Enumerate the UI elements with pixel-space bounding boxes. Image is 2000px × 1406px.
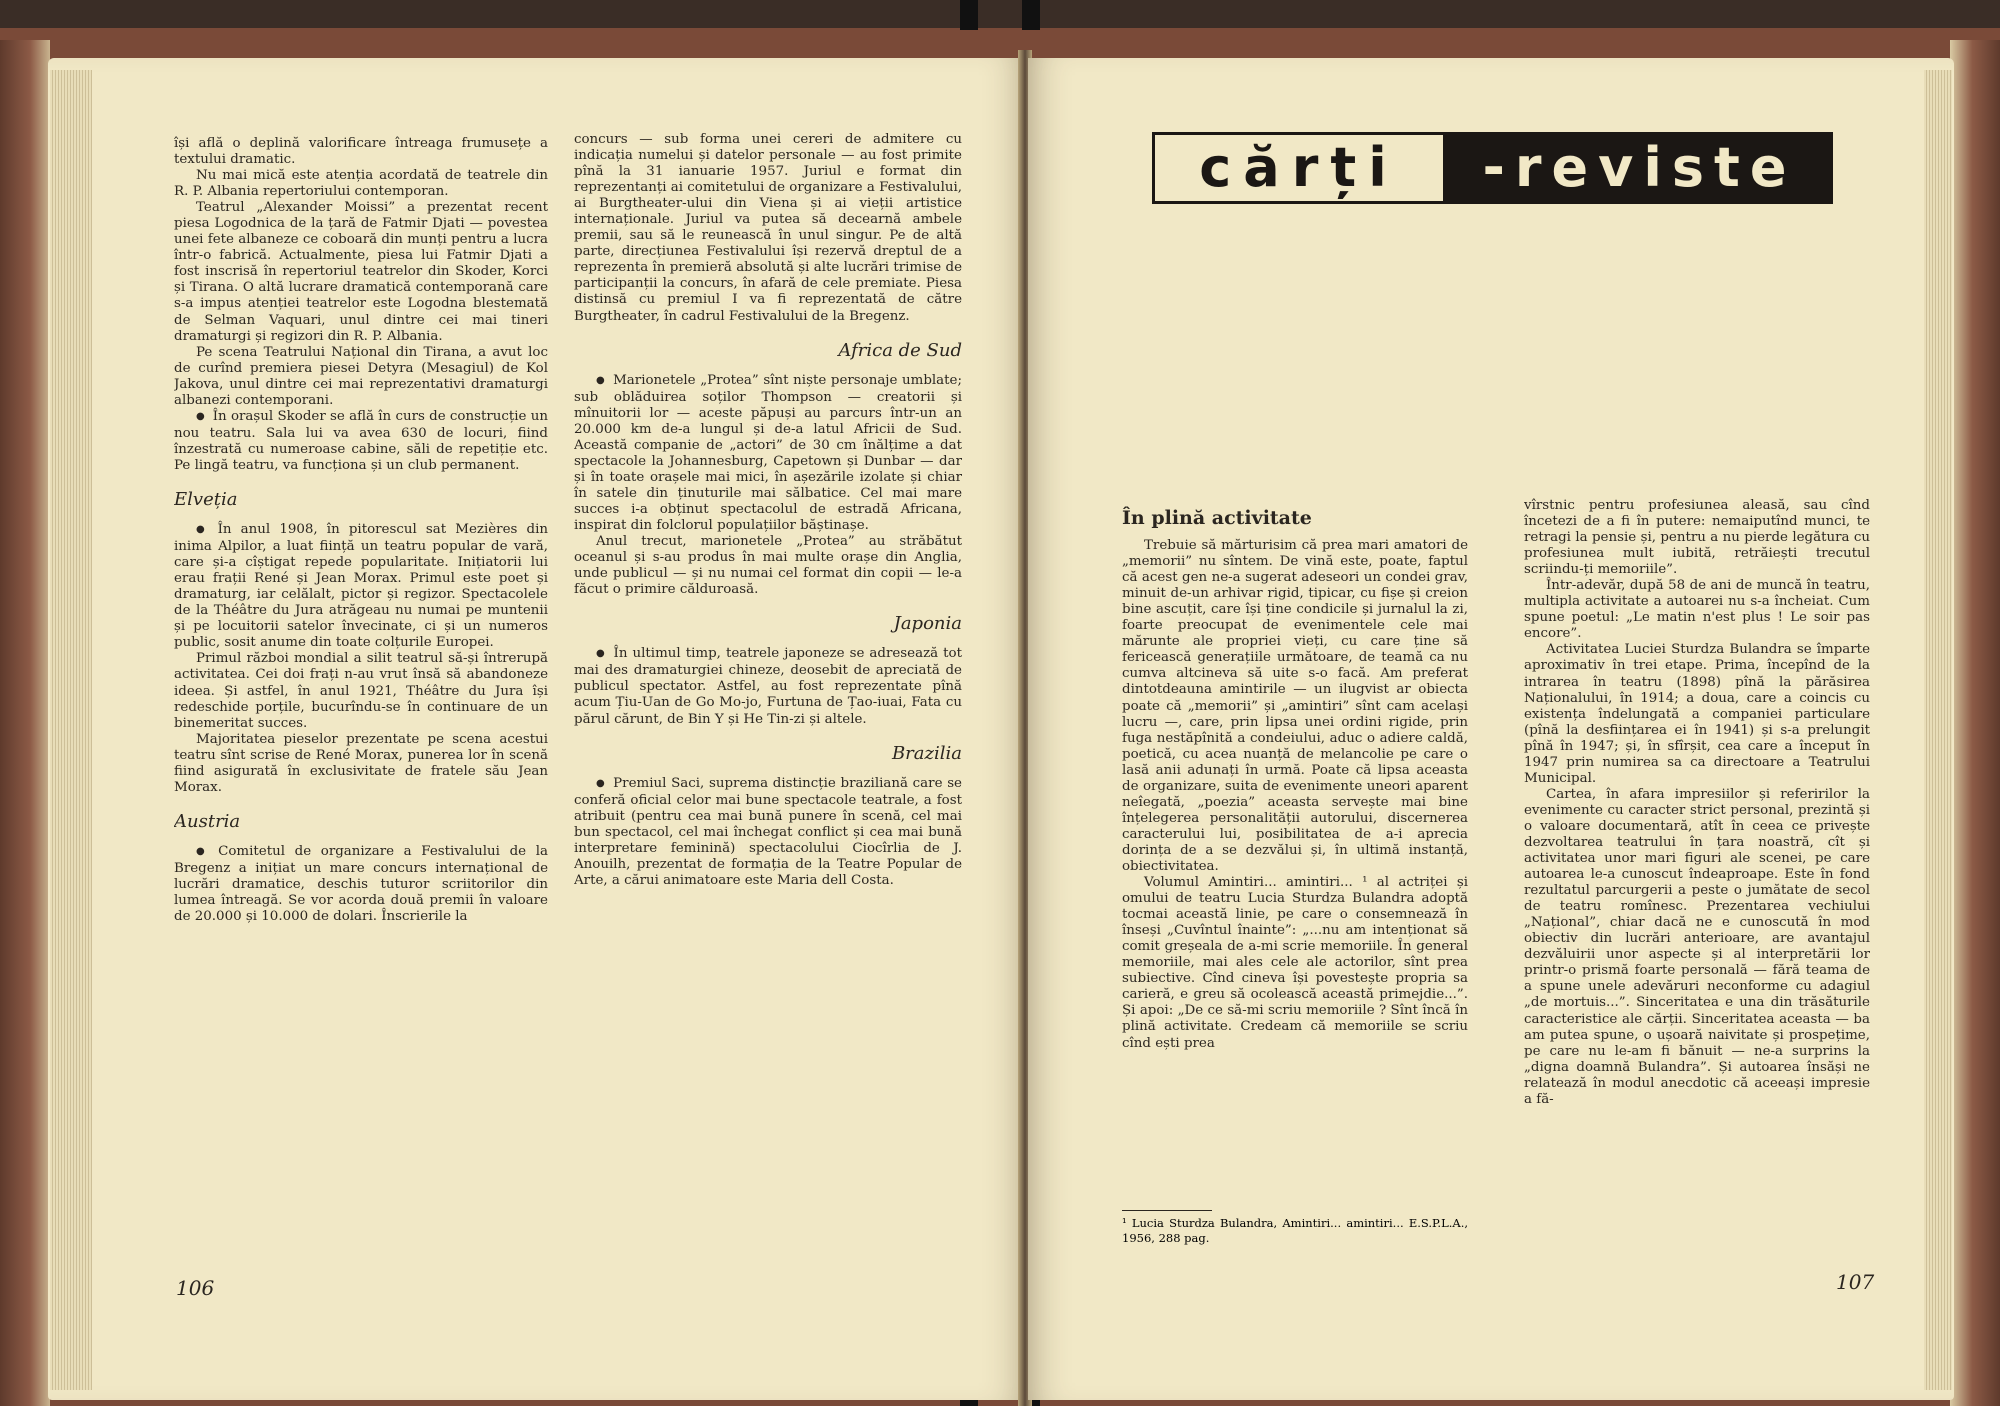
scanner-clip-top-left — [960, 0, 978, 30]
paragraph: Nu mai mică este atenția acordată de teatrele din R. P. Albania repertoriului contemporan. — [174, 168, 548, 200]
paragraph: Pe scena Teatrului Național din Tirana, a avut loc de curînd premiera piesei Detyra (Mesagiul) de Kol Jakova, unul dintre cei mai reprezentativi dramaturgi albanezi contemporani. — [174, 344, 548, 408]
paragraph: Trebuie să mărturisim că prea mari amatori de „memorii” nu sîntem. De vină este, poate, faptul că acest gen ne-a sugerat adeseori un condei grav, minuit de-un arhivar rigid, tipicar, cu fișe și creion bine ascuțit, care își ține condicile și jurnalul la zi, foarte preocupat de evenimentele cele mai mărunte ale propriei vieți, cu care ține să fericească generațiile următoare, de teamă ca nu cumva altcineva să uite s-o facă. Am preferat dintotdeauna amintirile — un ilugvist ar obiecta poate că „memorii” și „amintiri” sînt cam același lucru —, care, prin lipsa unei ordini rigide, prin fuga nestăpînită a condeiului, aduc o adiere caldă, poetică, cu acea nuanță de melancolie pe care o lasă anii adunați în urmă. Poate că lipsa aceasta de organizare, suita de evenimente uneori aparent neîegată, „poezia” aceasta servește mai bine înțelegerea personalității autorului, discernerea caracterului lui, posibilitatea de a-i aprecia dorința de a se dezvălui și, în ultimă instanță, obiectivitatea. — [1122, 538, 1468, 874]
cover-edge-right — [1950, 40, 2000, 1406]
right-column-1 — [1122, 504, 1468, 1244]
banner-word-carti: cărți — [1152, 132, 1446, 204]
bullet-paragraph: ● În anul 1908, în pitorescul sat Mezières din inima Alpilor, a luat ființă un teatru popular de vară, care și-a cîștigat repede popularitate. Inițiatorii lui erau frații René și Jean Morax. Primul este poet și dramaturg, iar celălalt, pictor și regizor. Spectacolele de la Théâtre du Jura atrăgeau nu numai pe muntenii și pe locuitorii satelor învecinate, ci și un numeros public, sosit anume din toate colțurile Europei. — [174, 522, 548, 651]
article-title: În plină activitate — [1122, 507, 1312, 529]
left-column-1 — [174, 136, 548, 1176]
scanner-clip-top-right — [1022, 0, 1040, 30]
footnote: ¹ Lucia Sturdza Bulandra, Amintiri... amintiri... E.S.P.L.A., 1956, 288 pag. — [1122, 1216, 1468, 1245]
paragraph: Volumul Amintiri... amintiri... ¹ al actriței și omului de teatru Lucia Sturdza Bulandra adoptă tocmai această linie, pe care o consemnează în înseși „Cuvîntul înainte”: „...nu am intenționat să comit greșeala de a-mi scrie memoriile. În general memoriile, mai ales cele ale actorilor, sînt prea subiective. Cînd cineva își povestește propria sa carieră, e greu să ocolească această primejdie...”. Și apoi: „De ce să-mi scriu memoriile ? Sînt încă în plină activitate. Credeam că memoriile se scriu cînd ești prea — [1122, 875, 1468, 1051]
bullet-paragraph: ● Marionetele „Protea” sînt niște personaje umblate; sub oblăduirea soților Thompson — creatorii și mînuitorii lor — aceste păpuși au parcurs într-un an 20.000 km de-a lungul și de-a latul Africii de Sud. Această companie de „actori” de 30 cm înălțime a dat spectacole la Johannesburg, Capetown și Dunbar — dar și în toate orașele mai mici, în așezările izolate și chiar în satele din ținuturile mai sălbatice. Cel mai mare succes i-a obținut spectacolul de estradă Africana, inspirat din folclorul populațiilor băștinașe. — [574, 373, 962, 534]
paragraph: Majoritatea pieselor prezentate pe scena acestui teatru sînt scrise de René Morax, punerea lor în scenă fiind asigurată în exclusivitate de fratele său Jean Morax. — [174, 731, 548, 795]
paragraph: concurs — sub forma unei cereri de admitere cu indicația numelui și datelor personale — au fost primite pînă la 31 ianuarie 1957. Juriul e format din reprezentanți ai comitetului de organizare a Festivalului, ai Burgtheater-ului din Viena și ai vieții artistice internaționale. Juriul va putea să decearnă ambele premii, sau să le reunească în unul singur. Pe de altă parte, direcțiunea Festivalului își rezervă dreptul de a reprezenta în premieră absolută și alte lucrări trimise de participanții la concurs, în afară de cele premiate. Piesa distinsă cu premiul I va fi reprezentată de către Burgtheater, în cadrul Festivalului de la Bregenz. — [574, 132, 962, 324]
footnote-rule — [1122, 1210, 1212, 1211]
paragraph: Primul război mondial a silit teatrul să-și întrerupă activitatea. Cei doi frați n-au vrut însă să abandoneze ideea. Și astfel, în anul 1921, Théâtre du Jura își redeschide porțile, bucurîndu-se în continuare de un binemeritat succes. — [174, 651, 548, 731]
page-number-right: 107 — [1836, 1270, 1875, 1294]
section-heading: Brazilia — [891, 742, 962, 764]
left-column-2 — [574, 132, 962, 1302]
bullet-paragraph: ● Comitetul de organizare a Festivalului de la Bregenz a inițiat un mare concurs internațional de lucrări dramatice, deschis tuturor scriitorilor din lumea întreagă. Se vor acorda două premii în valoare de 20.000 și 10.000 de dolari. Înscrierile la — [174, 844, 548, 925]
paragraph: Cartea, în afara impresiilor și referirilor la evenimente cu caracter strict personal, prezintă și o valoare documentară, atît în ceea ce privește dezvoltarea teatrului în țara noastră, cît și activitatea unor mari figuri ale scenei, pe care autoarea le-a cunoscut îndeaproape. Este în fond rezultatul parcurgerii a peste o jumătate de secol de teatru romînesc. Prezentarea vechiului „Național”, chiar dacă ne e cunoscută în mod obiectiv din lucrări anterioare, are avantajul dezvăluirii unor aspecte și al interpretării lor printr-o prismă foarte personală — fără teama de a spune unele adevăruri neconforme cu adagiul „de mortuis...”. Sinceritatea e una din trăsăturile caracteristice ale cărții. Sinceritatea aceasta — ba am putea spune, o ușoară naivitate și prospețime, pe care nu le-am fi bănuit — ne-a surprins la „digna doamnă Bulandra”. Și autoarea însăși ne relatează în modul anecdotic că aceeași impresie a fă- — [1524, 786, 1870, 1107]
paragraph: își află o deplină valorificare întreaga frumusețe a textului dramatic. — [174, 136, 548, 168]
right-page — [1028, 58, 1954, 1400]
section-heading: Austria — [174, 810, 241, 832]
bullet-paragraph: ● În ultimul timp, teatrele japoneze se adresează tot mai des dramaturgiei chineze, deosebit de apreciată de publicul spectator. Astfel, au fost reprezentate pînă acum Țiu-Uan de Go Mo-jo, Furtuna de Țao-iuai, Fata cu părul cărunt, de Bin Y și He Tin-zi și altele. — [574, 646, 962, 727]
page-number-left: 106 — [176, 1276, 215, 1300]
paragraph: Activitatea Luciei Sturdza Bulandra se împarte aproximativ în trei etape. Prima, începînd de la intrarea în teatru (1898) pînă la părăsirea Naționalului, în 1914; a doua, care a coincis cu existența îndelungată a companiei particulare (pînă la desființarea ei în 1941) și s-a prelungit pînă în 1947; și, în sfîrșit, cea care a început în 1947 prin numirea sa ca directoare a Teatrului Municipal. — [1524, 642, 1870, 786]
right-column-2 — [1524, 498, 1870, 1318]
cover-edge-left — [0, 40, 50, 1406]
page-stack-right — [1924, 70, 1952, 1390]
section-heading: Africa de Sud — [838, 339, 962, 361]
bullet-paragraph: ● Premiul Saci, suprema distincție braziliană care se conferă oficial celor mai bune spectacole teatrale, a fost atribuit (pentru cea mai bună punere în scenă, cel mai bun spectacol, cel mai închegat conflict și cea mai bună interpretare feminină) spectacolului Ciocîrlia de J. Anouilh, prezentat de formația de la Teatre Popular de Arte, a cărui animatoare este Maria dell Costa. — [574, 776, 962, 889]
left-page — [48, 58, 1026, 1400]
section-heading: Japonia — [893, 613, 962, 635]
paragraph: Anul trecut, marionetele „Protea” au străbătut oceanul și s-au produs în mai multe orașe din Anglia, unde publicul — și nu numai cel format din copii — le-a făcut o primire călduroasă. — [574, 534, 962, 598]
banner-word-reviste: -reviste — [1446, 132, 1833, 204]
section-heading: Elveția — [174, 488, 238, 510]
paragraph: vîrstnic pentru profesiunea aleasă, sau cînd încetezi de a fi în putere: nemaiputînd munci, te retragi la pensie și, pentru a nu pierde legătura cu profesiunea mult iubită, retrăiești trecutul scriindu-ți memoriile”. — [1524, 498, 1870, 578]
section-banner — [1152, 132, 1833, 204]
page-stack-left — [50, 70, 92, 1390]
paragraph: Într-adevăr, după 58 de ani de muncă în teatru, multipla activitate a autoarei nu s-a încheiat. Cum spune poetul: „Le matin n'est plus ! Le soir pas encore”. — [1524, 578, 1870, 642]
paragraph: Teatrul „Alexander Moissi” a prezentat recent piesa Logodnica de la țară de Fatmir Djati — povestea unei fete albaneze ce coboară din munți pentru a lucra într-o fabrică. Actualmente, piesa lui Fatmir Djati a fost inscrisă în repertoriul teatrelor din Skoder, Korci și Tirana. O altă lucrare dramatică contemporană care s-a impus atenției teatrelor este Logodna blestemată de Selman Vaquari, unul dintre cei mai tineri dramaturgi și regizori din R. P. Albania. — [174, 200, 548, 344]
bullet-paragraph: ● În orașul Skoder se află în curs de construcție un nou teatru. Sala lui va avea 630 de locuri, fiind înzestrată cu numeroase cabine, săli de repetiție etc. Pe lingă teatru, va funcționa și un club permanent. — [174, 409, 548, 474]
